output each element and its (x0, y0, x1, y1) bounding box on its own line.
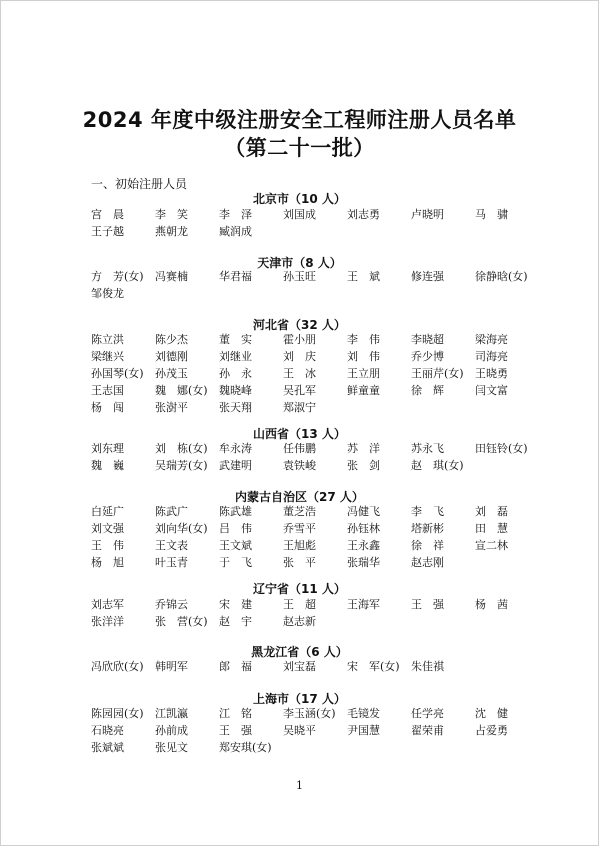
person-name: 张见文 (155, 741, 188, 754)
page-number: 1 (296, 779, 303, 792)
person-name: 王永鑫 (347, 539, 380, 552)
person-name: 孙前成 (155, 724, 188, 737)
names-shanxi (91, 440, 551, 474)
person-name: 吴瑞芳(女) (155, 459, 208, 472)
person-name: 杨 旭 (91, 556, 124, 569)
person-name: 乔锦云 (155, 598, 188, 611)
person-name: 冯欣欣(女) (91, 660, 144, 673)
person-name: 李 伟 (347, 333, 380, 346)
person-name: 魏 娜(女) (155, 384, 208, 397)
person-name: 王志国 (91, 384, 124, 397)
person-name: 闫文富 (475, 384, 508, 397)
person-name: 王子越 (91, 225, 124, 238)
person-name: 吴孔军 (283, 384, 316, 397)
person-name: 王旭彪 (283, 539, 316, 552)
person-name: 陈少杰 (155, 333, 188, 346)
person-name: 司海亮 (475, 350, 508, 363)
person-name: 乔少博 (411, 350, 444, 363)
person-name: 梁海亮 (475, 333, 508, 346)
person-name: 王立朋 (347, 367, 380, 380)
person-name: 沈 健 (475, 707, 508, 720)
person-name: 尹国慧 (347, 724, 380, 737)
person-name: 王 伟 (91, 539, 124, 552)
person-name: 董芝浩 (283, 505, 316, 518)
person-name: 刘向华(女) (155, 522, 208, 535)
person-name: 陈武广 (155, 505, 188, 518)
person-name: 刘志军 (91, 598, 124, 611)
names-heilongjiang (91, 658, 551, 675)
person-name: 武建明 (219, 459, 252, 472)
person-name: 袁铁峻 (283, 459, 316, 472)
person-name: 毛镜发 (347, 707, 380, 720)
person-name: 张 营(女) (155, 615, 208, 628)
person-name: 徐 祥 (411, 539, 444, 552)
person-name: 赵志新 (283, 615, 316, 628)
person-name: 李晓超 (411, 333, 444, 346)
person-name: 郑安琪(女) (219, 741, 272, 754)
person-name: 苏 洋 (347, 442, 380, 455)
person-name: 韩明军 (155, 660, 188, 673)
person-name: 冯赛楠 (155, 270, 188, 283)
region-title-tianjin: 天津市（8 人） (257, 256, 342, 270)
person-name: 张瑞华 (347, 556, 380, 569)
person-name: 徐静晗(女) (475, 270, 528, 283)
person-name: 刘东理 (91, 442, 124, 455)
person-name: 占爱勇 (475, 724, 508, 737)
person-name: 马 骕 (475, 208, 508, 221)
person-name: 梁继兴 (91, 350, 124, 363)
person-name: 王 超 (283, 598, 316, 611)
names-hebei (91, 331, 551, 416)
person-name: 张洋洋 (91, 615, 124, 628)
person-name: 冯健飞 (347, 505, 380, 518)
person-name: 宫 晨 (91, 208, 124, 221)
person-name: 白延广 (91, 505, 124, 518)
person-name: 陈园园(女) (91, 707, 144, 720)
person-name: 华君福 (219, 270, 252, 283)
person-name: 王 强 (411, 598, 444, 611)
person-name: 魏 巍 (91, 459, 124, 472)
person-name: 鲜童童 (347, 384, 380, 397)
person-name: 宋 军(女) (347, 660, 400, 673)
person-name: 王文斌 (219, 539, 252, 552)
person-name: 李 泽 (219, 208, 252, 221)
person-name: 燕朝龙 (155, 225, 188, 238)
region-title-shanxi: 山西省（13 人） (253, 427, 346, 441)
person-name: 郎 福 (219, 660, 252, 673)
person-name: 王 强 (219, 724, 252, 737)
names-tianjin (91, 268, 551, 302)
person-name: 江 铭 (219, 707, 252, 720)
person-name: 赵 宇 (219, 615, 252, 628)
person-name: 邹俊龙 (91, 287, 124, 300)
person-name: 张斌斌 (91, 741, 124, 754)
person-name: 王文表 (155, 539, 188, 552)
person-name: 王 冰 (283, 367, 316, 380)
person-name: 叶玉青 (155, 556, 188, 569)
person-name: 臧润成 (219, 225, 252, 238)
person-name: 刘德刚 (155, 350, 188, 363)
region-title-shanghai: 上海市（17 人） (253, 692, 346, 706)
person-name: 宋 建 (219, 598, 252, 611)
person-name: 杨 闯 (91, 401, 124, 414)
person-name: 卢晓明 (411, 208, 444, 221)
section-heading: 一、初始注册人员 (91, 177, 188, 191)
person-name: 刘志勇 (347, 208, 380, 221)
region-title-beijing: 北京市（10 人） (253, 192, 346, 206)
person-name: 任学亮 (411, 707, 444, 720)
person-name: 陈立洪 (91, 333, 124, 346)
names-neimenggu (91, 503, 551, 571)
person-name: 孙玉旺 (283, 270, 316, 283)
person-name: 王晓勇 (475, 367, 508, 380)
names-beijing (91, 206, 551, 240)
person-name: 刘继业 (219, 350, 252, 363)
person-name: 牟永涛 (219, 442, 252, 455)
person-name: 江凯瀛 (155, 707, 188, 720)
person-name: 杨 茜 (475, 598, 508, 611)
person-name: 刘 庆 (283, 350, 316, 363)
person-name: 刘国成 (283, 208, 316, 221)
person-name: 修连强 (411, 270, 444, 283)
person-name: 吴晓平 (283, 724, 316, 737)
person-name: 塔新彬 (411, 522, 444, 535)
person-name: 李 笑 (155, 208, 188, 221)
person-name: 任伟鹏 (283, 442, 316, 455)
person-name: 刘文强 (91, 522, 124, 535)
person-name: 王海军 (347, 598, 380, 611)
person-name: 田 慧 (475, 522, 508, 535)
person-name: 郑淑宁 (283, 401, 316, 414)
person-name: 刘 栋(女) (155, 442, 208, 455)
document-subtitle: （第二十一批） (224, 136, 375, 160)
person-name: 田钰铃(女) (475, 442, 528, 455)
names-shanghai (91, 705, 551, 756)
person-name: 石晓亮 (91, 724, 124, 737)
person-name: 李玉涵(女) (283, 707, 336, 720)
person-name: 董 实 (219, 333, 252, 346)
person-name: 赵志刚 (411, 556, 444, 569)
person-name: 方 芳(女) (91, 270, 144, 283)
document-title: 2024 年度中级注册安全工程师注册人员名单 (82, 108, 517, 132)
person-name: 张 剑 (347, 459, 380, 472)
region-title-hebei: 河北省（32 人） (253, 318, 346, 332)
person-name: 张 平 (283, 556, 316, 569)
person-name: 刘 伟 (347, 350, 380, 363)
person-name: 王丽芹(女) (411, 367, 464, 380)
person-name: 魏晓峰 (219, 384, 252, 397)
person-name: 张澍平 (155, 401, 188, 414)
person-name: 孙国琴(女) (91, 367, 144, 380)
region-title-liaoning: 辽宁省（11 人） (253, 582, 346, 596)
person-name: 宣二林 (475, 539, 508, 552)
person-name: 于 飞 (219, 556, 252, 569)
person-name: 孙 永 (219, 367, 252, 380)
names-liaoning (91, 596, 551, 630)
region-title-neimenggu: 内蒙古自治区（27 人） (235, 490, 364, 504)
person-name: 朱佳祺 (411, 660, 444, 673)
person-name: 乔雪平 (283, 522, 316, 535)
region-title-heilongjiang: 黑龙江省（6 人） (251, 645, 348, 659)
person-name: 张天翔 (219, 401, 252, 414)
person-name: 李 飞 (411, 505, 444, 518)
person-name: 刘宝磊 (283, 660, 316, 673)
person-name: 吕 伟 (219, 522, 252, 535)
person-name: 王 斌 (347, 270, 380, 283)
person-name: 徐 辉 (411, 384, 444, 397)
person-name: 赵 琪(女) (411, 459, 464, 472)
person-name: 陈武雄 (219, 505, 252, 518)
person-name: 刘 磊 (475, 505, 508, 518)
person-name: 翟荣甫 (411, 724, 444, 737)
person-name: 孙茂玉 (155, 367, 188, 380)
person-name: 霍小朋 (283, 333, 316, 346)
person-name: 苏永飞 (411, 442, 444, 455)
person-name: 孙钰林 (347, 522, 380, 535)
